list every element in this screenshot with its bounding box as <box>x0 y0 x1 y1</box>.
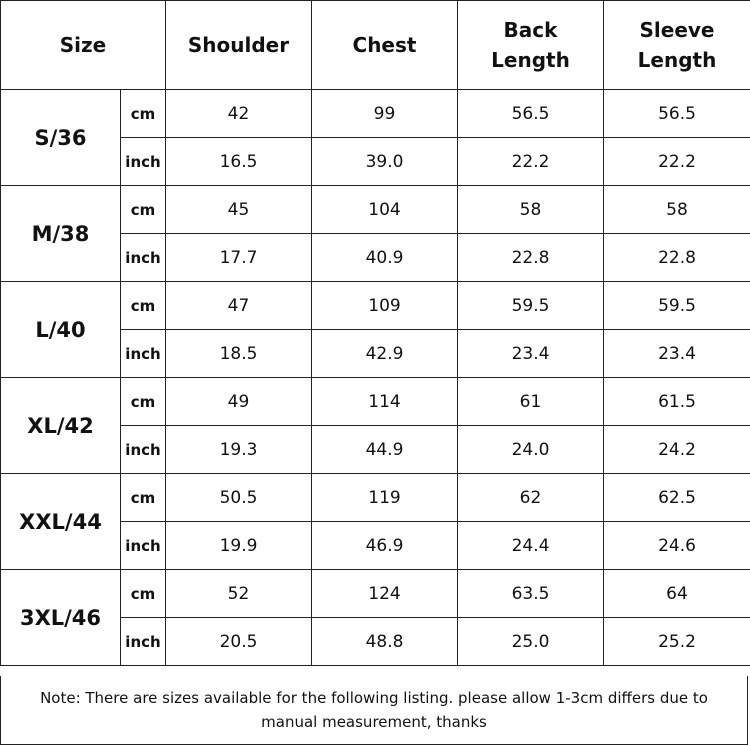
unit-label: inch <box>121 138 166 186</box>
table-row <box>1 186 750 234</box>
sleeve-length-value: 59.5 <box>604 282 750 330</box>
sleeve-length-value: 62.5 <box>604 474 750 522</box>
back-length-value: 59.5 <box>458 282 604 330</box>
back-length-value: 62 <box>458 474 604 522</box>
chest-value: 40.9 <box>312 234 458 282</box>
back-length-value: 25.0 <box>458 618 604 666</box>
back-length-value: 58 <box>458 186 604 234</box>
size-label: M/38 <box>1 186 121 282</box>
back-length-value: 22.2 <box>458 138 604 186</box>
chest-value: 48.8 <box>312 618 458 666</box>
unit-label: cm <box>121 570 166 618</box>
sleeve-length-value: 56.5 <box>604 90 750 138</box>
unit-label: cm <box>121 474 166 522</box>
chest-value: 44.9 <box>312 426 458 474</box>
shoulder-value: 17.7 <box>166 234 312 282</box>
back-length-value: 22.8 <box>458 234 604 282</box>
back-length-value: 63.5 <box>458 570 604 618</box>
header-row <box>1 1 750 90</box>
size-label: L/40 <box>1 282 121 378</box>
chest-value: 42.9 <box>312 330 458 378</box>
shoulder-value: 52 <box>166 570 312 618</box>
sleeve-length-value: 24.2 <box>604 426 750 474</box>
unit-label: cm <box>121 90 166 138</box>
measurement-note: Note: There are sizes available for the following listing. please allow 1-3cm differs due to manual measurement, thanks <box>0 676 748 745</box>
unit-label: inch <box>121 522 166 570</box>
shoulder-value: 49 <box>166 378 312 426</box>
table-row <box>1 282 750 330</box>
unit-label: cm <box>121 186 166 234</box>
unit-label: inch <box>121 330 166 378</box>
sleeve-length-value: 64 <box>604 570 750 618</box>
unit-label: inch <box>121 426 166 474</box>
sleeve-length-value: 22.8 <box>604 234 750 282</box>
unit-label: cm <box>121 282 166 330</box>
back-length-value: 24.0 <box>458 426 604 474</box>
back-length-value: 61 <box>458 378 604 426</box>
shoulder-value: 19.3 <box>166 426 312 474</box>
chest-value: 114 <box>312 378 458 426</box>
shoulder-value: 45 <box>166 186 312 234</box>
header-shoulder: Shoulder <box>166 1 312 90</box>
chest-value: 99 <box>312 90 458 138</box>
header-size: Size <box>1 1 166 90</box>
size-label: XXL/44 <box>1 474 121 570</box>
header-sleeve-length: Sleeve Length <box>604 1 750 90</box>
back-length-value: 23.4 <box>458 330 604 378</box>
unit-label: inch <box>121 234 166 282</box>
sleeve-length-value: 22.2 <box>604 138 750 186</box>
chest-value: 124 <box>312 570 458 618</box>
size-label: XL/42 <box>1 378 121 474</box>
sleeve-length-value: 25.2 <box>604 618 750 666</box>
shoulder-value: 16.5 <box>166 138 312 186</box>
table-row <box>1 570 750 618</box>
sleeve-length-value: 61.5 <box>604 378 750 426</box>
chest-value: 39.0 <box>312 138 458 186</box>
sleeve-length-value: 23.4 <box>604 330 750 378</box>
sleeve-length-value: 24.6 <box>604 522 750 570</box>
size-table-body <box>1 90 750 666</box>
table-row <box>1 474 750 522</box>
chest-value: 119 <box>312 474 458 522</box>
shoulder-value: 42 <box>166 90 312 138</box>
shoulder-value: 47 <box>166 282 312 330</box>
size-label: 3XL/46 <box>1 570 121 666</box>
shoulder-value: 18.5 <box>166 330 312 378</box>
header-chest: Chest <box>312 1 458 90</box>
chest-value: 109 <box>312 282 458 330</box>
shoulder-value: 50.5 <box>166 474 312 522</box>
chest-value: 104 <box>312 186 458 234</box>
chest-value: 46.9 <box>312 522 458 570</box>
header-back-length: Back Length <box>458 1 604 90</box>
shoulder-value: 19.9 <box>166 522 312 570</box>
table-row <box>1 378 750 426</box>
unit-label: inch <box>121 618 166 666</box>
back-length-value: 56.5 <box>458 90 604 138</box>
sleeve-length-value: 58 <box>604 186 750 234</box>
table-row <box>1 90 750 138</box>
back-length-value: 24.4 <box>458 522 604 570</box>
unit-label: cm <box>121 378 166 426</box>
size-label: S/36 <box>1 90 121 186</box>
shoulder-value: 20.5 <box>166 618 312 666</box>
